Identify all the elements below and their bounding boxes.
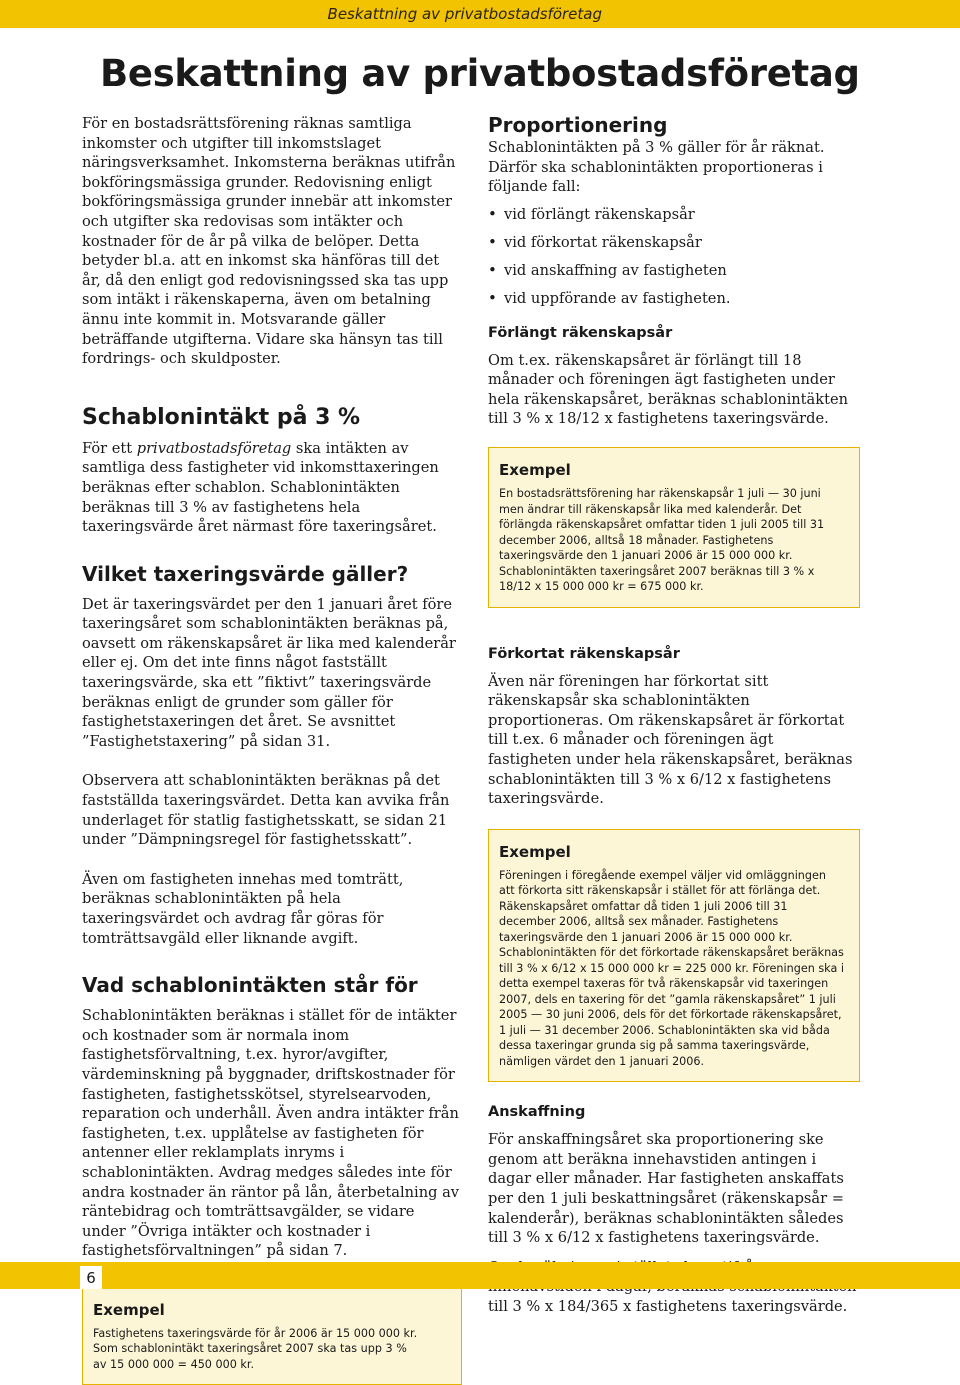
vad-paragraph: Schablonintäkten beräknas i stället för de intäkter och kostnader som är normala inom fastighetsförvaltning, t.ex. hyror/avgifter, värdeminskning på byggnader, driftskostnader för fastigheten, fastighetsskötsel, styrelsearvoden, reparation och underhåll. Även andra intäkter från fastigheten, t.ex. upplåtelse av fastigheten för antenner eller reklamplats inryms i schablonintäkten. Avdrag medges således inte för andra kostnader än räntor på lån, återbetalning av räntebidrag och tomträttsavgälder, se vidare under ”Övriga intäkter och kostnader i fastighetsförvaltningen” på sidan 7. xyxy=(82,1007,460,1260)
right-column xyxy=(488,112,860,1317)
example-line: Som schablonintäkt taxeringsåret 2007 ska tas upp 3 % xyxy=(93,1342,407,1356)
page-number: 6 xyxy=(80,1266,102,1289)
example-line: av 15 000 000 = 450 000 kr. xyxy=(93,1357,254,1371)
list-item: • vid förlängt räkenskapsår xyxy=(488,205,860,225)
list-item: • vid uppförande av fastigheten. xyxy=(488,289,860,309)
example-box-body: Föreningen i föregående exempel väljer vid omläggningen att förkorta sitt räkenskapsår i stället för att förlänga det. Räkenskapsåret omfattar då tiden 1 juli 2006 till 31 december 2006, alltså sex månader. Fastighetens taxeringsvärde den 1 januari 2006 är 15 000 000 kr. Schablonintäkten för det förkortade räkenskapsåret beräknas till 3 % x 6/12 x 15 000 000 kr = 225 000 kr. Föreningen ska i detta exempel taxeras för två räkenskapsår vid taxeringen 2007, dels en taxering för det ”gamla räkenskapsåret” 1 juli 2005 — 30 juni 2006, dels för det förkortade räkenskapsåret, 1 juli — 31 december 2006. Schablonintäkten ska vid båda dessa taxeringar grunda sig på samma taxeringsvärde, nämligen värdet den 1 januari 2006. xyxy=(499,868,844,1068)
vilket-paragraph-3: Även om fastigheten innehas med tomträtt, beräknas schablonintäkten på hela taxeringsvärdet och avdrag får göras för tomträttsavgäld eller liknande avgift. xyxy=(82,870,404,947)
heading-proportionering: Proportionering xyxy=(488,113,668,137)
example-box-body: En bostadsrättsförening har räkenskapsår 1 juli — 30 juni men ändrar till räkenskapsår lika med kalenderår. Det förlängda räkenskapsåret omfattar tiden 1 juli 2005 till 31 december 2006, alltså 18 månader. Fastighetens taxeringsvärde den 1 januari 2006 är 15 000 000 kr. Schablonintäkten taxeringsåret 2007 beräknas till 3 % x 18/12 x 15 000 000 kr = 675 000 kr. xyxy=(499,487,825,594)
heading-schablonintakt: Schablonintäkt på 3 % xyxy=(82,404,361,430)
vilket-paragraph-1: Det är taxeringsvärdet per den 1 januari året före taxeringsåret som schablonintäkten beräknas på, oavsett om räkenskapsåret är lika med kalenderår eller ej. Om det inte finns något fastställt taxeringsvärde, ska ett ”fiktivt” taxeringsvärde beräknas enligt de grunder som gäller för fastighetstaxeringen det året. Se avsnittet ”Fastighetstaxering” på sidan 31. xyxy=(82,595,456,750)
forkortat-paragraph: Även när föreningen har förkortat sitt räkenskapsår ska schablonintäkten proportioneras. Om räkenskapsåret är förkortat till t.ex. 6 månader och föreningen ägt fastigheten under hela räkenskapsåret, beräknas schablonintäkten till 3 % x 6/12 x fastighetens taxeringsvärde. xyxy=(488,672,853,808)
proportionering-list xyxy=(488,205,860,309)
list-item: • vid förkortat räkenskapsår xyxy=(488,233,860,253)
list-item: • vid anskaffning av fastigheten xyxy=(488,261,860,281)
page-title: Beskattning av privatbostadsföretag xyxy=(100,52,860,95)
proportionering-paragraph: Schablonintäkten på 3 % gäller för år räknat. Därför ska schablonintäkten proportioneras i följande fall: xyxy=(488,139,825,196)
running-header-title: Beskattning av privatbostadsföretag xyxy=(327,5,602,23)
heading-vilket-taxeringsvarde: Vilket taxeringsvärde gäller? xyxy=(82,561,409,586)
example-line: Fastighetens taxeringsvärde för år 2006 är 15 000 000 kr. xyxy=(93,1326,418,1340)
example-box-forkortat xyxy=(488,829,860,1083)
vilket-paragraph-2: Observera att schablonintäkten beräknas på det fastställda taxeringsvärdet. Detta kan avvika från underlaget för statlig fastighetsskatt, se sidan 21 under ”Dämpningsregel för fastighetsskatt”. xyxy=(82,772,450,849)
example-box-title: Exempel xyxy=(93,1300,165,1319)
example-box-schablon xyxy=(82,1287,462,1385)
anskaffning-paragraph-2: till 3 % x 184/365 x fastighetens taxeringsvärde. xyxy=(488,1297,848,1315)
heading-forlangt-rakenskapsar: Förlängt räkenskapsår xyxy=(488,324,673,341)
example-box-body xyxy=(93,1326,447,1373)
heading-vad-schablonintakten: Vad schablonintäkten står för xyxy=(82,973,418,998)
example-box-title: Exempel xyxy=(499,842,571,861)
example-box-forlangt xyxy=(488,447,860,608)
running-header-bar xyxy=(0,0,960,28)
left-column xyxy=(82,114,462,1385)
heading-anskaffning: Anskaffning xyxy=(488,1104,586,1121)
footer-bar xyxy=(0,1262,960,1289)
forlangt-paragraph: Om t.ex. räkenskapsåret är förlängt till 18 månader och föreningen ägt fastigheten under hela räkenskapsåret, beräknas schablonintäkten till 3 % x 18/12 x fastighetens taxeringsvärde. xyxy=(488,351,848,428)
anskaffning-paragraph-1: För anskaffningsåret ska proportionering ske genom att beräkna innehavstiden antingen i dagar eller månader. Har fastigheten anskaffats per den 1 juli beskattningsåret (räkenskapsår = kalenderår), beräknas schablonintäkten således till 3 % x 6/12 x fastighetens taxeringsvärde. xyxy=(488,1131,844,1247)
example-box-title: Exempel xyxy=(499,461,571,480)
intro-paragraph: För en bostadsrättsförening räknas samtliga inkomster och utgifter till inkomstslaget näringsverksamhet. Inkomsterna beräknas utifrån bokföringsmässiga grunder. Redovisning enligt bokföringsmässiga grunder innebär att inkomster och utgifter ska redovisas som intäkter och kostnader för de år på vilka de belöper. Detta betyder bl.a. att en inkomst ska hänföras till det år, då den enligt god redovisningssed ska tas upp som intäkt i räkenskaperna, även om betalning ännu inte kommit in. Motsvarande gäller beträffande utgifterna. Vidare ska hänsyn tas till fordrings- och skuldposter. xyxy=(82,115,456,368)
emphasis-privatbostadsforetag: privatbostadsföretag xyxy=(136,439,292,457)
schablon-paragraph: För ett privatbostadsföretag ska intäkten av samtliga dess fastigheter vid inkomsttaxeringen beräknas efter schablon. Schablonintäkten beräknas till 3 % av fastighetens hela taxeringsvärde året närmast före taxeringsåret. xyxy=(82,439,439,536)
heading-forkortat-rakenskapsar: Förkortat räkenskapsår xyxy=(488,645,680,662)
